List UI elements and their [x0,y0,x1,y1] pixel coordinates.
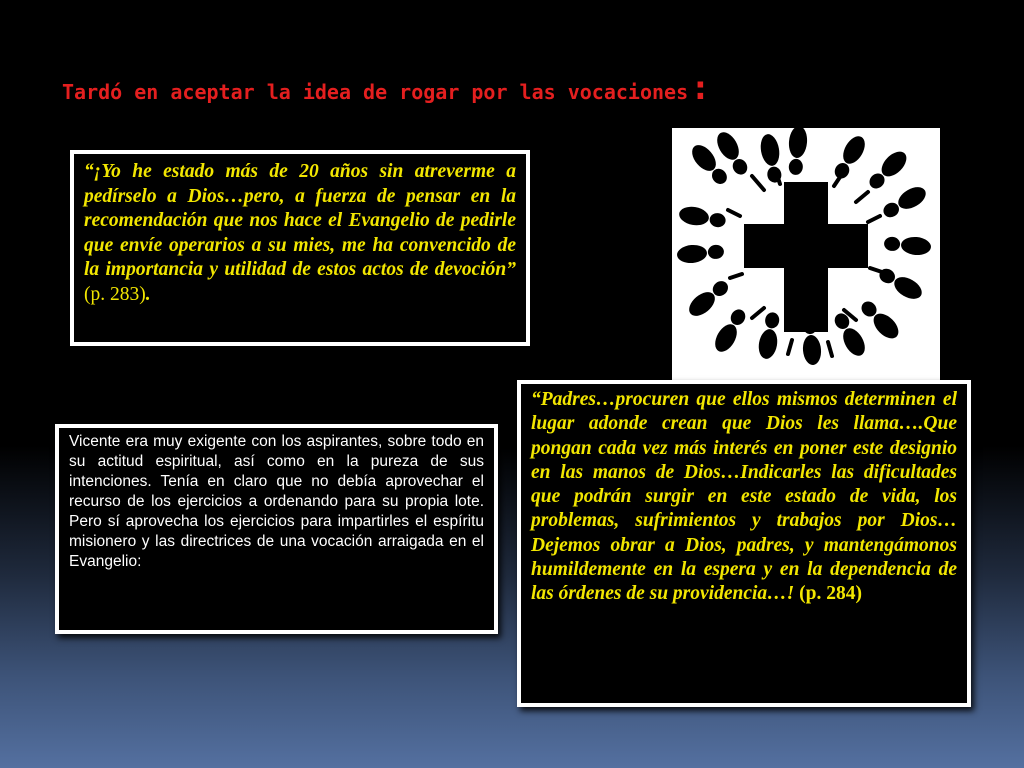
quote-bottom-text: “Padres…procuren que ellos mismos determinen el lugar adonde crean que Dios les llama….Que pongan cada vez más interés en poner este designio en las manos de Dios…Indicarles las dificultades que podrán surgir en este estado de vida, los problemas, sufrimientos y trabajos por Dios…Dejemos obrar a Dios, padres, y mantengámonos humildemente en la espera y en la dependencia de las órdenes de su providencia…! [531,389,957,605]
quote-top-end: . [145,283,151,305]
note-text: Vicente era muy exigente con los aspirantes, sobre todo en su actitud espiritual, así como en la pureza de sus intenciones. Tenía en claro que no debía aprovechar el recurso de los ejercicios a ordenando para su propia lote. Pero sí aprovecha los ejercicios para impartirles el espíritu misionero y las directrices de una vocación arraigada en el Evangelio: [69,433,484,570]
quote-bottom-reference: (p. 284) [799,583,862,605]
quote-top-text: “¡Yo he estado más de 20 años sin atreverme a pedírselo a Dios…pero, a fuerza de pensar en la recomendación que nos hace el Evangelio de pedirle que envíe operarios a su mies, me ha convencido de la importancia y utilidad de estos actos de devoción” [84,161,516,280]
quote-top-reference: (p. 283) [84,283,146,305]
note-box [55,424,498,634]
slide-title-text: Tardó en aceptar la idea de rogar por las vocaciones [62,80,689,104]
slide-title [62,68,711,108]
cross-with-footprints-icon [672,128,940,380]
illustration-image [672,128,940,380]
slide-title-colon: : [690,68,711,108]
quote-box-bottom [517,380,971,707]
quote-box-top [70,150,530,346]
